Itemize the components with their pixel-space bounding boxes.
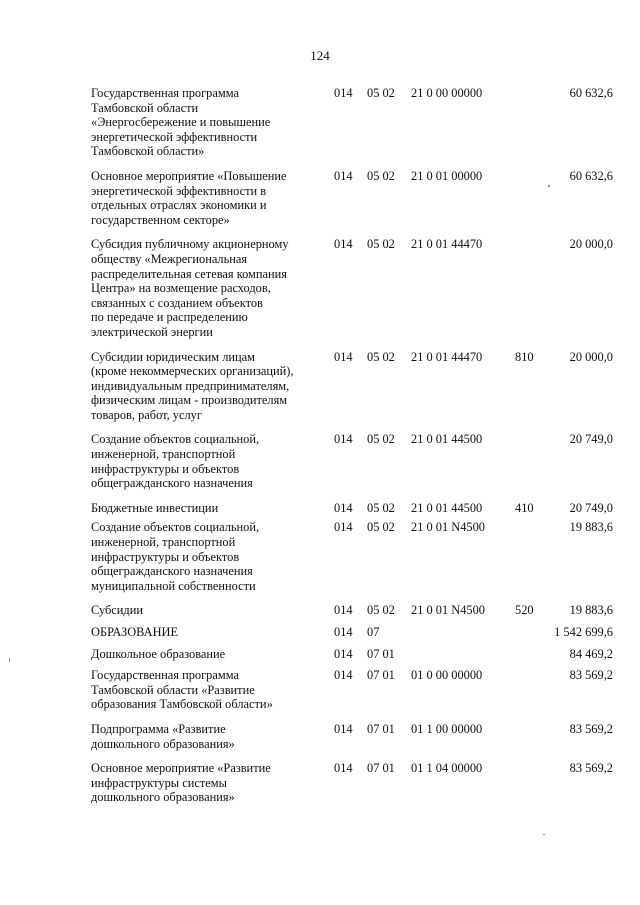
row-name-line: Создание объектов социальной, <box>91 520 260 535</box>
row-ministry: 014 <box>334 168 353 183</box>
row-name-line: Субсидии <box>91 603 143 618</box>
row-expense-type <box>515 761 547 805</box>
row-name <box>91 647 334 669</box>
table-row <box>91 722 613 761</box>
row-expense-type <box>515 625 547 647</box>
row-name-line: государственном секторе» <box>91 212 230 227</box>
row-section: 07 <box>367 625 380 639</box>
row-expense-type: 810 <box>515 349 534 364</box>
table-row <box>91 169 613 237</box>
row-ministry: 014 <box>334 86 353 100</box>
row-name <box>91 237 334 349</box>
row-amount: 19 883,6 <box>569 603 613 618</box>
row-ministry: 014 <box>334 625 353 639</box>
row-name-line: Подпрограмма «Развитие <box>91 721 226 736</box>
scan-speck <box>9 658 10 662</box>
row-target: 21 0 01 N4500 <box>411 520 485 535</box>
row-amount: 60 632,6 <box>569 168 613 183</box>
row-name-line: Создание объектов социальной, <box>91 432 260 447</box>
row-name-line: инженерной, транспортной <box>91 535 236 550</box>
row-name-line: инфраструктуры и объектов <box>91 549 240 564</box>
row-name-line: товаров, работ, услуг <box>91 407 202 422</box>
row-expense-type: 410 <box>515 500 534 515</box>
row-name-line: Бюджетные инвестиции <box>91 500 219 515</box>
row-target: 21 0 01 00000 <box>411 168 483 183</box>
row-name-line: общегражданского назначения <box>91 564 253 579</box>
row-section: 05 02 <box>367 520 395 535</box>
row-section: 07 01 <box>367 646 395 661</box>
row-amount: 20 000,0 <box>569 349 613 364</box>
row-name-line: образования Тамбовской области» <box>91 697 273 712</box>
row-section: 07 01 <box>367 761 395 776</box>
row-expense-type <box>515 169 547 237</box>
row-name-line: Тамбовской области» <box>91 144 205 159</box>
row-section: 07 01 <box>367 668 395 683</box>
row-target: 21 0 01 44470 <box>411 237 483 252</box>
page-number: 124 <box>310 48 330 63</box>
row-target <box>411 625 515 647</box>
row-amount: 20 749,0 <box>569 432 613 447</box>
row-name <box>91 169 334 237</box>
row-name-line: Субсидии юридическим лицам <box>91 349 256 364</box>
row-name <box>91 432 334 500</box>
row-name-line: общегражданского назначения <box>91 476 253 491</box>
row-name-line: «Энергосбережение и повышение <box>91 115 271 130</box>
row-amount: 20 749,0 <box>569 500 613 515</box>
table-row <box>91 603 613 625</box>
row-ministry: 014 <box>334 721 353 736</box>
table-row <box>91 668 613 722</box>
row-target: 21 0 00 00000 <box>411 86 483 100</box>
row-name-line: Дошкольное образование <box>91 646 226 661</box>
row-ministry: 014 <box>334 520 353 535</box>
row-ministry: 014 <box>334 603 353 618</box>
row-name <box>91 625 334 647</box>
row-expense-type <box>515 520 547 603</box>
row-expense-type <box>515 722 547 761</box>
row-name-line: отдельных отраслях экономики и <box>91 198 267 213</box>
row-target: 21 0 01 44470 <box>411 349 483 364</box>
row-name <box>91 603 334 625</box>
row-expense-type: 520 <box>515 603 534 618</box>
budget-table <box>91 86 613 805</box>
row-expense-type <box>515 86 547 169</box>
row-ministry: 014 <box>334 500 353 515</box>
row-amount: 84 469,2 <box>569 646 613 661</box>
row-expense-type <box>515 668 547 722</box>
row-expense-type <box>515 432 547 500</box>
row-name-line: инфраструктуры системы <box>91 775 227 790</box>
row-name-line: (кроме некоммерческих организаций), <box>91 364 294 379</box>
row-name-line: инженерной, транспортной <box>91 447 236 462</box>
row-section: 05 02 <box>367 500 395 515</box>
row-name-line: Субсидия публичному акционерному <box>91 237 289 252</box>
row-target: 01 1 04 00000 <box>411 761 483 776</box>
row-target: 01 0 00 00000 <box>411 668 483 683</box>
row-name-line: муниципальной собственности <box>91 578 256 593</box>
row-name-line: обществу «Межрегиональная <box>91 251 248 266</box>
row-section: 05 02 <box>367 349 395 364</box>
row-section: 07 01 <box>367 721 395 736</box>
row-amount: 83 569,2 <box>569 721 613 736</box>
row-ministry: 014 <box>334 237 353 252</box>
row-section: 05 02 <box>367 432 395 447</box>
row-name-line: Основное мероприятие «Развитие <box>91 761 271 776</box>
row-name-line: энергетической эффективности в <box>91 183 267 198</box>
row-name <box>91 501 334 521</box>
row-amount: 19 883,6 <box>569 520 613 535</box>
table-row <box>91 237 613 349</box>
row-name <box>91 761 334 805</box>
row-target: 01 1 00 00000 <box>411 721 483 736</box>
row-amount: 83 569,2 <box>569 668 613 683</box>
row-amount: 20 000,0 <box>569 237 613 252</box>
row-target: 21 0 01 44500 <box>411 432 483 447</box>
table-row <box>91 761 613 805</box>
row-expense-type <box>515 237 547 349</box>
row-ministry: 014 <box>334 349 353 364</box>
row-section: 05 02 <box>367 603 395 618</box>
row-name <box>91 350 334 433</box>
row-name-line: Основное мероприятие «Повышение <box>91 168 287 183</box>
row-target: 21 0 01 44500 <box>411 500 483 515</box>
row-name-line: ОБРАЗОВАНИЕ <box>91 625 179 639</box>
row-name-line: Тамбовской области «Развитие <box>91 682 255 697</box>
row-name-line: Государственная программа <box>91 86 239 100</box>
row-section: 05 02 <box>367 168 395 183</box>
row-name <box>91 520 334 603</box>
table-row <box>91 647 613 669</box>
row-target: 21 0 01 N4500 <box>411 603 485 618</box>
row-name <box>91 668 334 722</box>
row-name-line: связанных с созданием объектов <box>91 295 263 310</box>
row-name-line: распределительная сетевая компания <box>91 266 287 281</box>
row-name-line: Тамбовской области <box>91 100 199 115</box>
row-name-line: дошкольного образования» <box>91 736 235 751</box>
row-section: 05 02 <box>367 237 395 252</box>
row-name <box>91 722 334 761</box>
row-amount: 60 632,6 <box>569 86 613 100</box>
row-name-line: по передаче и распределению <box>91 310 248 325</box>
table-row <box>91 625 613 647</box>
table-row <box>91 350 613 433</box>
row-name-line: энергетической эффективности <box>91 129 258 144</box>
row-name-line: индивидуальным предпринимателям, <box>91 378 290 393</box>
scan-speck <box>548 185 550 187</box>
row-name <box>91 86 334 169</box>
row-name-line: дошкольного образования» <box>91 790 235 805</box>
row-name-line: инфраструктуры и объектов <box>91 461 240 476</box>
table-row <box>91 86 613 169</box>
row-name-line: электрической энергии <box>91 324 213 339</box>
row-section: 05 02 <box>367 86 395 100</box>
row-target <box>411 647 515 669</box>
table-row <box>91 520 613 603</box>
row-ministry: 014 <box>334 432 353 447</box>
row-expense-type <box>515 647 547 669</box>
row-name-line: физическим лицам - производителям <box>91 393 288 408</box>
row-ministry: 014 <box>334 761 353 776</box>
row-ministry: 014 <box>334 668 353 683</box>
row-ministry: 014 <box>334 646 353 661</box>
table-row <box>91 432 613 500</box>
row-amount: 1 542 699,6 <box>554 625 613 639</box>
row-amount: 83 569,2 <box>569 761 613 776</box>
row-name-line: Центра» на возмещение расходов, <box>91 281 271 296</box>
scan-speck <box>543 834 545 835</box>
row-name-line: Государственная программа <box>91 668 239 683</box>
table-row <box>91 501 613 521</box>
